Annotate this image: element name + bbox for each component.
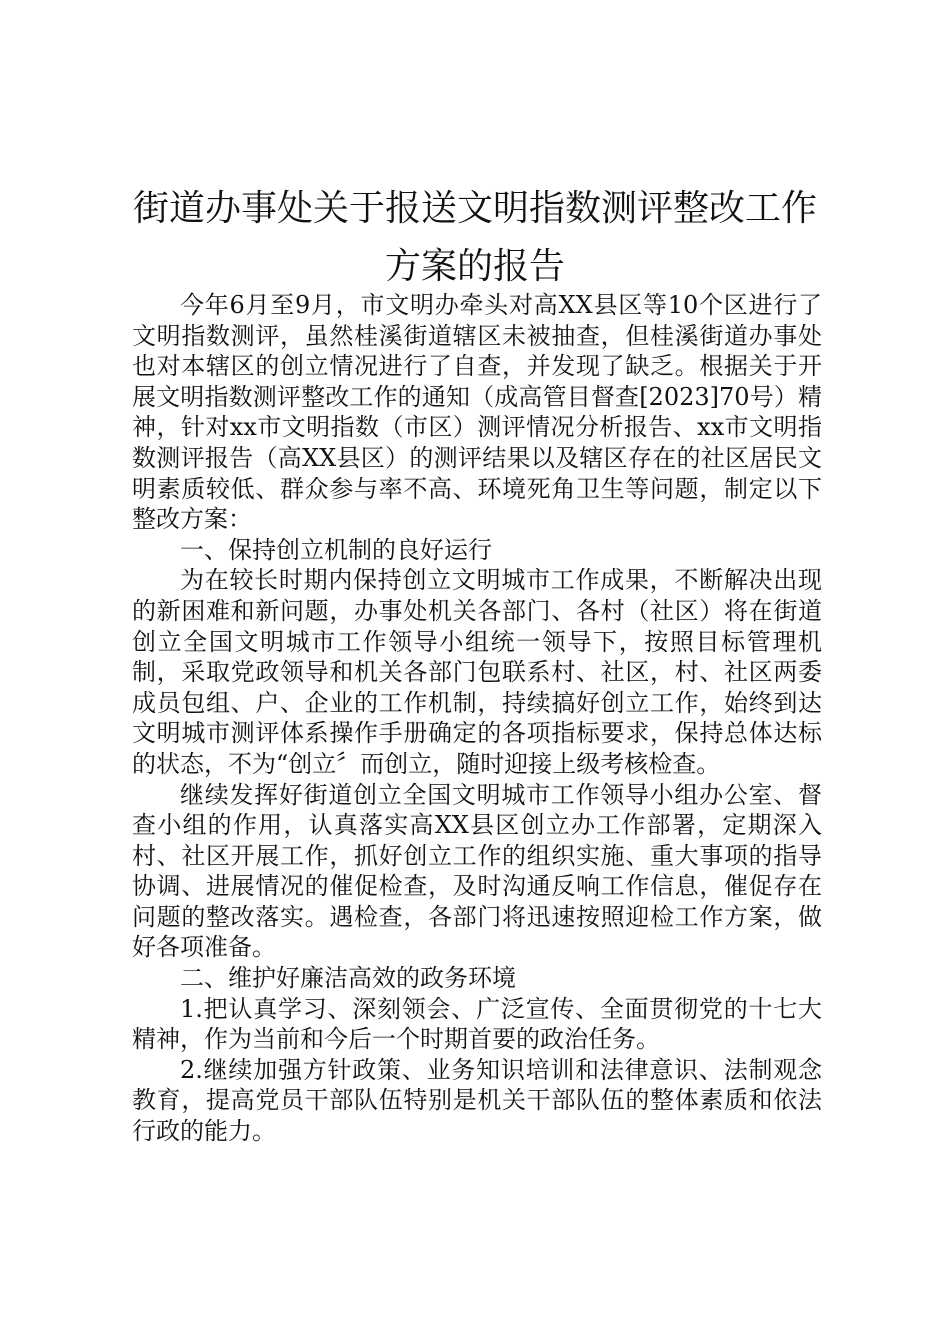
intro-paragraph: 今年6月至9月，市文明办牵头对高XX县区等10个区进行了文明指数测评，虽然桂溪街道辖区未被抽查，但桂溪街道办事处也对本辖区的创立情况进行了自查，并发现了缺乏。根据关于开展文明指数测评整改工作的通知（成高管目督查[2023]70号）精神，针对xx市文明指数（市区）测评情况分析报告、xx市文明指数测评报告（高XX县区）的测评结果以及辖区存在的社区居民文明素质较低、群众参与率不高、环境死角卫生等问题，制定以下整改方案： [132, 291, 822, 534]
section-heading-1: 一、保持创立机制的良好运行 [180, 535, 492, 564]
section-2-item-2: 2.继续加强方针政策、业务知识培训和法律意识、法制观念教育，提高党员干部队伍特别是机关干部队伍的整体素质和依法行政的能力。 [132, 1055, 822, 1146]
section-2-item-1: 1.把认真学习、深刻领会、广泛宣传、全面贯彻党的十七大精神，作为当前和今后一个时期首要的政治任务。 [132, 994, 822, 1054]
document-body [132, 290, 822, 1147]
section-1-paragraph-2: 继续发挥好街道创立全国文明城市工作领导小组办公室、督查小组的作用，认真落实高XX县区创立办工作部署，定期深入村、社区开展工作，抓好创立工作的组织实施、重大事项的指导协调、进展情况的催促检查，及时沟通反响工作信息，催促存在问题的整改落实。遇检查，各部门将迅速按照迎检工作方案，做好各项准备。 [132, 780, 822, 962]
document-title-line-1: 街道办事处关于报送文明指数测评整改工作 [132, 188, 817, 229]
document-title-line-2: 方案的报告 [384, 246, 565, 287]
section-heading-2: 二、维护好廉洁高效的政务环境 [180, 964, 516, 993]
section-1-paragraph-1: 为在较长时期内保持创立文明城市工作成果，不断解决出现的新困难和新问题，办事处机关各部门、各村（社区）将在街道创立全国文明城市工作领导小组统一领导下，按照目标管理机制，采取党政领导和机关各部门包联系村、社区，村、社区两委成员包组、户、企业的工作机制，持续搞好创立工作，始终到达文明城市测评体系操作手册确定的各项指标要求，保持总体达标的状态，不为“创立〞而创立，随时迎接上级考核检查。 [132, 566, 822, 778]
